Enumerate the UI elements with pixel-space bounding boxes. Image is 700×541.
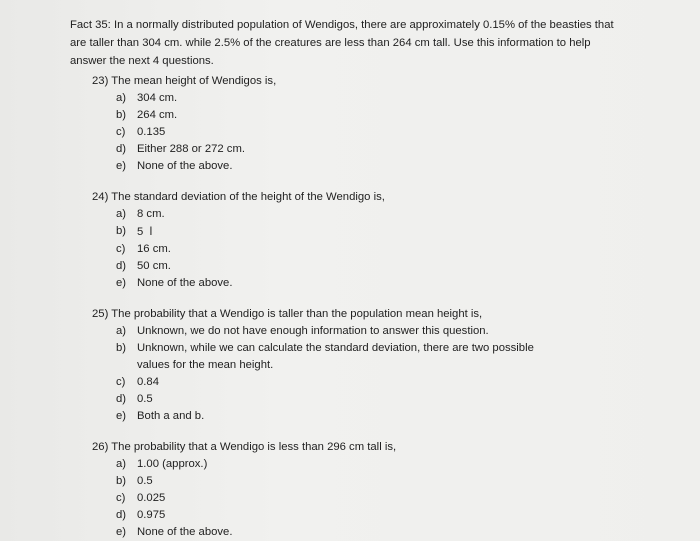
- fact-paragraph: Fact 35: In a normally distributed population of Wendigos, there are approximately 0.15% of the beasties that are taller than 304 cm. while 2.5% of the creatures are less than 264 cm tall. Use this information to help answer the next 4 questions.: [70, 19, 614, 67]
- option-text: Either 288 or 272 cm.: [137, 143, 246, 155]
- option-text: 0.5: [137, 475, 153, 487]
- option-text: 0.975: [137, 509, 166, 521]
- option-b: [92, 223, 612, 241]
- question-stem: 23) The mean height of Wendigos is,: [92, 75, 277, 87]
- option-d: [92, 141, 612, 158]
- option-text: 1.00 (approx.): [137, 458, 208, 470]
- question-25: [92, 305, 612, 425]
- option-text: None of the above.: [137, 277, 233, 289]
- option-c: [92, 374, 612, 391]
- option-text: 5: [137, 226, 144, 238]
- option-letter: e): [116, 526, 127, 538]
- option-letter: d): [116, 143, 127, 155]
- option-text: Unknown, while we can calculate the standard deviation, there are two possible values for the mean height.: [137, 342, 534, 371]
- option-d: [92, 258, 612, 275]
- option-a: [92, 90, 612, 107]
- question-stem: 25) The probability that a Wendigo is taller than the population mean height is,: [92, 308, 483, 320]
- option-letter: c): [116, 492, 126, 504]
- option-e: [92, 275, 612, 292]
- option-letter: e): [116, 160, 127, 172]
- option-text: None of the above.: [137, 526, 233, 538]
- option-a: [92, 206, 612, 223]
- options-list: [92, 90, 612, 175]
- question-stem: 24) The standard deviation of the height of the Wendigo is,: [92, 191, 385, 203]
- option-a: [92, 323, 612, 340]
- option-letter: a): [116, 458, 127, 470]
- option-letter: a): [116, 208, 127, 220]
- option-letter: d): [116, 509, 127, 521]
- question-stem: 26) The probability that a Wendigo is less than 296 cm tall is,: [92, 441, 397, 453]
- option-text: 50 cm.: [137, 260, 171, 272]
- option-text: 0.5: [137, 393, 153, 405]
- option-letter: e): [116, 410, 127, 422]
- option-e: [92, 158, 612, 175]
- option-text: 264 cm.: [137, 109, 178, 121]
- option-text: 8 cm.: [137, 208, 165, 220]
- option-b: [92, 340, 612, 374]
- question-26: [92, 438, 612, 541]
- question-23: [92, 72, 612, 175]
- option-letter: c): [116, 243, 126, 255]
- option-text: 16 cm.: [137, 243, 171, 255]
- option-text: None of the above.: [137, 160, 233, 172]
- options-list: [92, 456, 612, 541]
- option-c: [92, 490, 612, 507]
- option-letter: c): [116, 126, 126, 138]
- option-letter: a): [116, 325, 127, 337]
- option-letter: d): [116, 393, 127, 405]
- options-list: [92, 206, 612, 292]
- option-text: 0.025: [137, 492, 166, 504]
- option-letter: b): [116, 475, 127, 487]
- option-letter: b): [116, 342, 127, 354]
- options-list: [92, 323, 612, 425]
- option-letter: a): [116, 92, 127, 104]
- option-letter: c): [116, 376, 126, 388]
- option-text: 0.135: [137, 126, 166, 138]
- option-text: Unknown, we do not have enough information to answer this question.: [137, 325, 489, 337]
- option-e: [92, 408, 612, 425]
- option-text: Both a and b.: [137, 410, 205, 422]
- option-letter: b): [116, 109, 127, 121]
- question-24: [92, 188, 612, 292]
- text-cursor-icon: I: [149, 224, 153, 238]
- option-d: [92, 507, 612, 524]
- option-letter: e): [116, 277, 127, 289]
- option-text: 304 cm.: [137, 92, 178, 104]
- option-b: [92, 107, 612, 124]
- option-text: 0.84: [137, 376, 159, 388]
- option-c: [92, 241, 612, 258]
- option-c: [92, 124, 612, 141]
- option-d: [92, 391, 612, 408]
- option-e: [92, 524, 612, 541]
- option-b: [92, 473, 612, 490]
- option-letter: b): [116, 225, 127, 237]
- option-a: [92, 456, 612, 473]
- option-letter: d): [116, 260, 127, 272]
